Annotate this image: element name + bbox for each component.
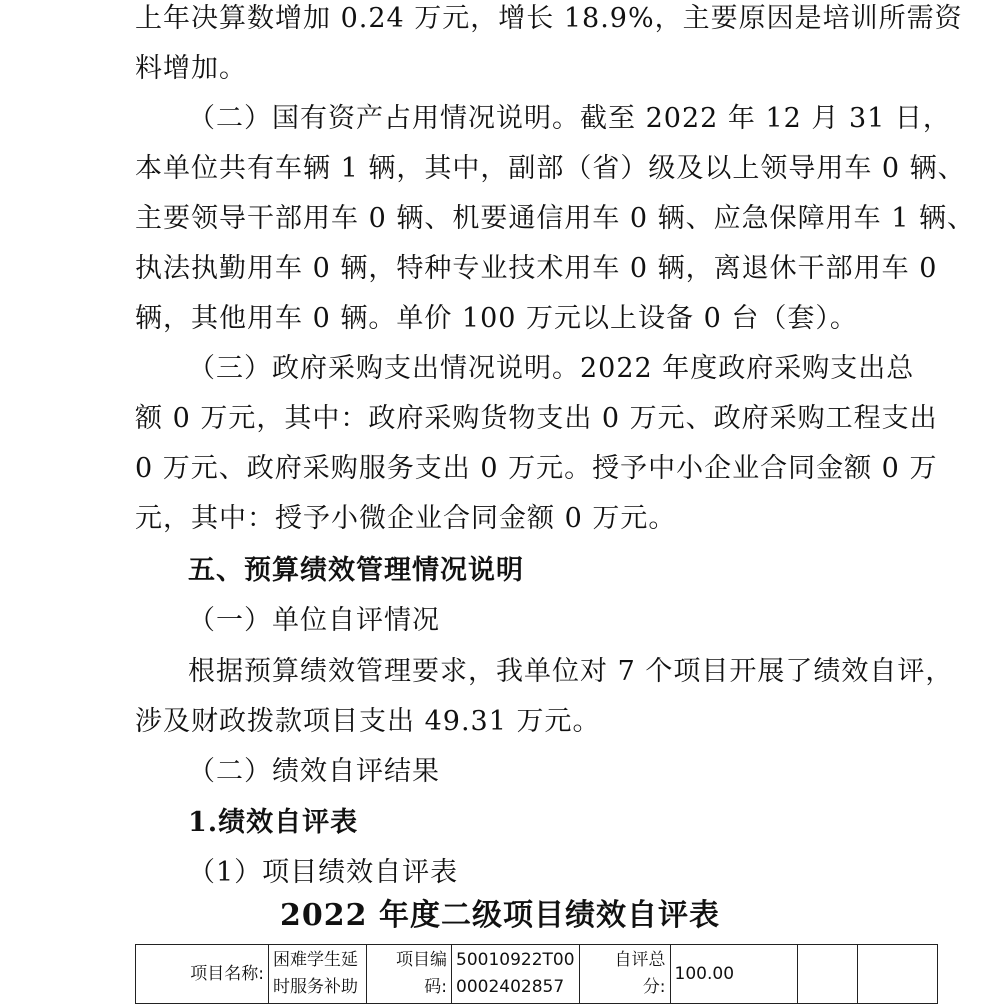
project-name-value bbox=[269, 945, 367, 1004]
project-code-label-line: 项目编 bbox=[396, 950, 447, 970]
paragraph-line: 辆，其他用车 0 辆。单价 100 万元以上设备 0 台（套）。 bbox=[135, 303, 858, 334]
chapter-heading: 五、预算绩效管理情况说明 bbox=[188, 555, 524, 586]
paragraph-line: 上年决算数增加 0.24 万元，增长 18.9%，主要原因是培训所需资 bbox=[135, 3, 963, 34]
subsection-heading: （一）单位自评情况 bbox=[188, 605, 440, 636]
paragraph-line: 料增加。 bbox=[135, 53, 247, 84]
section-heading: （三）政府采购支出情况说明。2022 年度政府采购支出总 bbox=[188, 353, 915, 384]
table-title: 2022 年度二级项目绩效自评表 bbox=[280, 898, 720, 933]
paragraph-line: 额 0 万元，其中：政府采购货物支出 0 万元、政府采购工程支出 bbox=[135, 403, 938, 434]
project-code-value bbox=[452, 945, 580, 1004]
subsection-heading: （二）绩效自评结果 bbox=[188, 756, 440, 787]
table-section-heading: 1.绩效自评表 bbox=[188, 807, 359, 838]
paragraph-line: 本单位共有车辆 1 辆，其中，副部（省）级及以上领导用车 0 辆、 bbox=[135, 153, 966, 184]
project-code-label-line: 码: bbox=[424, 977, 447, 997]
score-label-line: 分: bbox=[642, 977, 666, 997]
paragraph-line: 元，其中：授予小微企业合同金额 0 万元。 bbox=[135, 503, 677, 534]
performance-table bbox=[135, 944, 938, 1004]
section-heading: （二）国有资产占用情况说明。截至 2022 年 12 月 31 日， bbox=[188, 103, 951, 134]
project-name-line: 困难学生延 bbox=[273, 950, 358, 970]
paragraph-line: 主要领导干部用车 0 辆、机要通信用车 0 辆、应急保障用车 1 辆、 bbox=[135, 203, 976, 234]
score-label-line: 自评总 bbox=[614, 950, 666, 970]
paragraph-line: 0 万元、政府采购服务支出 0 万元。授予中小企业合同金额 0 万 bbox=[135, 453, 938, 484]
empty-cell bbox=[797, 945, 857, 1004]
project-code-line: 50010922T00 bbox=[456, 950, 575, 970]
paragraph-line: 执法执勤用车 0 辆，特种专业技术用车 0 辆，离退休干部用车 0 bbox=[135, 253, 938, 284]
project-code-label bbox=[367, 945, 452, 1004]
empty-cell bbox=[857, 945, 937, 1004]
score-label bbox=[579, 945, 670, 1004]
score-value: 100.00 bbox=[670, 945, 797, 1004]
paragraph-line: 根据预算绩效管理要求，我单位对 7 个项目开展了绩效自评， bbox=[188, 656, 954, 687]
project-code-line: 0002402857 bbox=[456, 977, 565, 997]
table-row bbox=[136, 945, 938, 1004]
project-name-label: 项目名称: bbox=[136, 945, 269, 1004]
paragraph-line: 涉及财政拨款项目支出 49.31 万元。 bbox=[135, 706, 601, 737]
table-subheading: （1）项目绩效自评表 bbox=[188, 857, 459, 888]
project-name-line: 时服务补助 bbox=[273, 977, 358, 997]
